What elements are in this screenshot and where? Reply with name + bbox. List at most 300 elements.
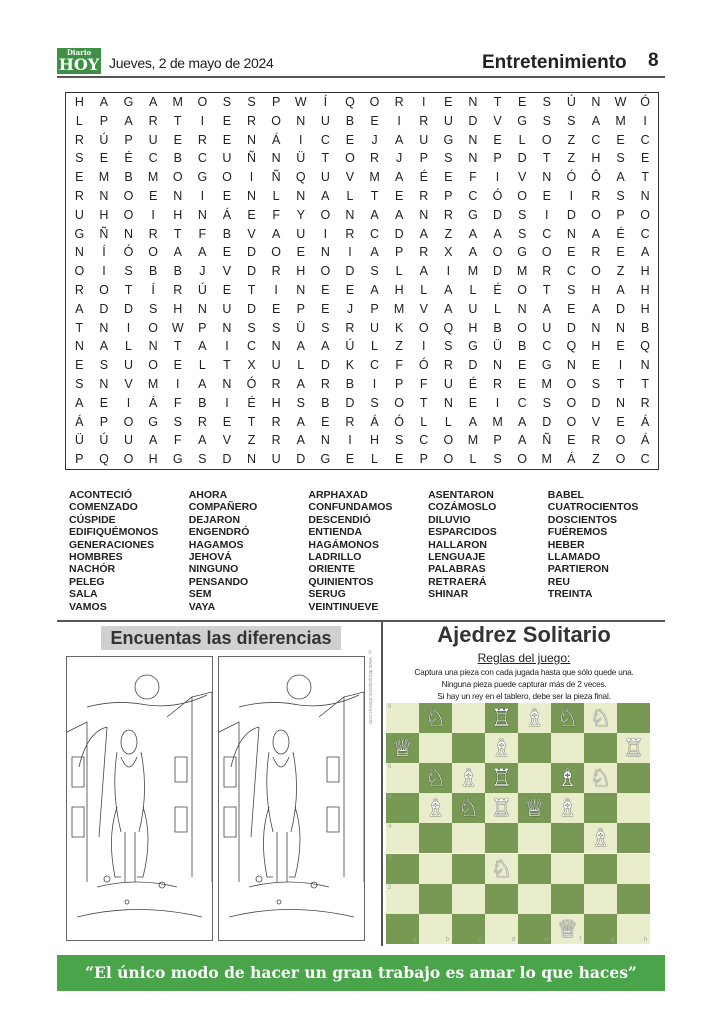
grid-letter: H — [640, 283, 650, 297]
image-credit: © www.dibujosparacolorear.com — [367, 650, 373, 724]
square-a2[interactable] — [386, 884, 419, 914]
grid-letter: Ó — [394, 414, 404, 429]
grid-letter: O — [517, 189, 527, 203]
grid-letter: N — [468, 132, 478, 147]
word-item: DEJARON — [188, 513, 241, 526]
logo-big-text: HOY — [58, 55, 100, 74]
grid-letter: T — [321, 151, 330, 166]
grid-letter: Í — [323, 95, 328, 109]
square-e6[interactable] — [518, 763, 551, 793]
square-c4[interactable] — [452, 823, 485, 853]
white-bishop-icon[interactable]: ♗ — [556, 794, 579, 823]
white-queen-icon[interactable]: ♕ — [556, 914, 579, 943]
white-bishop-icon[interactable]: ♗ — [523, 704, 546, 732]
grid-letter: N — [173, 189, 183, 203]
grid-letter: N — [99, 377, 109, 391]
grid-letter: G — [517, 113, 527, 128]
grid-letter: P — [419, 151, 428, 166]
grid-letter: W — [171, 320, 184, 335]
square-f7[interactable] — [551, 733, 584, 763]
square-e4[interactable] — [518, 823, 551, 853]
word-item: VAMOS — [69, 600, 107, 613]
grid-letter: L — [494, 301, 501, 316]
square-b7[interactable] — [419, 733, 452, 763]
grid-letter: P — [493, 433, 502, 448]
word-item: LLAMADO — [547, 551, 601, 564]
word-item: RETRAERÁ — [428, 575, 487, 588]
square-e1[interactable] — [518, 914, 551, 944]
word-item: FUÉREMOS — [547, 526, 608, 539]
grid-letter: P — [198, 320, 207, 335]
square-e5[interactable] — [518, 793, 551, 823]
grid-letter: Á — [370, 414, 379, 429]
grid-letter: Ü — [74, 433, 84, 448]
white-knight-icon[interactable]: ♘ — [490, 854, 513, 883]
white-bishop-icon[interactable]: ♗ — [589, 824, 612, 853]
grid-letter: N — [296, 189, 306, 203]
word-item: PELEG — [69, 575, 105, 588]
word-column — [189, 489, 314, 613]
grid-letter: U — [148, 132, 158, 147]
square-d3[interactable] — [485, 854, 518, 884]
file-label: f — [579, 936, 581, 943]
square-e2[interactable] — [518, 884, 551, 914]
file-label: e — [544, 936, 548, 943]
grid-letter: M — [467, 264, 479, 279]
grid-letter: O — [418, 320, 429, 335]
square-g3[interactable] — [584, 854, 617, 884]
grid-letter: O — [172, 170, 183, 185]
grid-letter: U — [443, 377, 453, 391]
grid-letter: G — [468, 207, 478, 222]
grid-letter: X — [444, 245, 453, 260]
square-c3[interactable] — [452, 854, 485, 884]
word-item: SHINAR — [428, 588, 469, 601]
grid-letter: A — [640, 245, 650, 260]
grid-letter: R — [591, 189, 601, 203]
white-knight-icon[interactable]: ♘ — [424, 704, 447, 732]
word-item: COZÁMOSLO — [428, 501, 497, 514]
word-item: ORIENTE — [308, 563, 356, 576]
square-f2[interactable] — [551, 884, 584, 914]
grid-letter: Á — [567, 452, 576, 467]
grid-letter: O — [123, 207, 134, 222]
grid-letter: H — [591, 151, 601, 166]
square-e3[interactable] — [518, 854, 551, 884]
file-label: g — [610, 936, 614, 943]
word-item: NACHÓR — [69, 563, 116, 576]
white-knight-icon[interactable]: ♘ — [589, 764, 612, 793]
grid-letter: O — [566, 414, 577, 429]
square-b4[interactable] — [419, 823, 452, 853]
grid-letter: A — [493, 226, 502, 241]
grid-letter: L — [371, 452, 378, 467]
grid-letter: A — [321, 189, 330, 203]
grid-letter: G — [74, 226, 85, 241]
square-h5[interactable] — [617, 793, 650, 823]
square-h3[interactable] — [617, 854, 650, 884]
grid-letter: A — [616, 170, 625, 185]
grid-letter: T — [542, 151, 551, 166]
grid-letter: D — [247, 264, 257, 279]
grid-letter: R — [443, 358, 453, 373]
square-d1[interactable] — [485, 914, 518, 944]
grid-letter: S — [271, 320, 281, 335]
grid-letter: I — [200, 189, 205, 203]
grid-letter: L — [125, 339, 132, 354]
grid-letter: S — [591, 377, 601, 391]
square-g5[interactable] — [584, 793, 617, 823]
grid-letter: L — [371, 339, 378, 354]
white-bishop-icon[interactable]: ♗ — [490, 734, 513, 763]
rank-label: 5 — [388, 794, 392, 801]
chess-title: Ajedrez Solitario — [437, 622, 611, 647]
grid-letter: A — [296, 433, 305, 448]
white-bishop-icon[interactable]: ♗ — [457, 764, 480, 793]
grid-letter: P — [493, 151, 502, 166]
grid-letter: O — [123, 189, 134, 203]
grid-letter: R — [394, 95, 404, 109]
grid-letter: C — [419, 433, 429, 448]
grid-letter: Á — [148, 395, 158, 410]
word-item: REU — [547, 575, 570, 588]
white-queen-icon[interactable]: ♕ — [391, 734, 414, 763]
grid-letter: I — [102, 264, 106, 279]
grid-letter: N — [493, 358, 503, 373]
grid-letter: T — [493, 95, 502, 109]
square-e7[interactable] — [518, 733, 551, 763]
grid-letter: C — [370, 358, 380, 373]
grid-letter: W — [614, 95, 627, 109]
grid-letter: G — [517, 245, 527, 260]
square-d7[interactable] — [485, 733, 518, 763]
grid-letter: T — [124, 283, 133, 297]
grid-letter: K — [345, 358, 355, 373]
grid-letter: E — [99, 395, 109, 410]
square-b6[interactable] — [419, 763, 452, 793]
grid-letter: N — [222, 377, 232, 391]
grid-letter: E — [321, 414, 330, 429]
grid-letter: E — [394, 452, 404, 467]
grid-letter: Ú — [566, 95, 576, 109]
word-item: SERUG — [308, 588, 346, 601]
word-item: HEBER — [547, 538, 585, 551]
grid-letter: S — [493, 452, 502, 467]
white-rook-icon[interactable]: ♖ — [490, 704, 513, 732]
grid-letter: I — [126, 320, 131, 335]
square-d8[interactable] — [485, 703, 518, 733]
file-label: c — [479, 936, 482, 943]
square-b3[interactable] — [419, 854, 452, 884]
square-f4[interactable] — [551, 823, 584, 853]
grid-letter: T — [75, 320, 84, 335]
word-item: VEINTINUEVE — [308, 600, 379, 613]
grid-letter: A — [419, 226, 428, 241]
grid-letter: U — [271, 358, 281, 373]
square-b8[interactable] — [419, 703, 452, 733]
grid-letter: J — [371, 132, 378, 147]
grid-letter: S — [542, 95, 551, 109]
grid-letter: Ñ — [247, 151, 257, 166]
grid-letter: N — [74, 339, 84, 354]
grid-letter: O — [517, 283, 527, 297]
grim-reaper-drawing — [219, 657, 364, 940]
grid-letter: D — [99, 301, 109, 316]
square-a8[interactable] — [386, 703, 419, 733]
grid-letter: N — [468, 151, 478, 166]
square-a5[interactable] — [386, 793, 419, 823]
grid-letter: D — [247, 301, 257, 316]
grid-letter: L — [420, 414, 428, 429]
word-item: COMPAÑERO — [188, 501, 258, 514]
square-c5[interactable] — [452, 793, 485, 823]
grid-letter: G — [197, 170, 208, 185]
grid-letter: O — [492, 245, 503, 260]
square-b2[interactable] — [419, 884, 452, 914]
square-f8[interactable] — [551, 703, 584, 733]
square-c2[interactable] — [452, 884, 485, 914]
grid-letter: S — [99, 358, 109, 373]
grid-letter: H — [591, 339, 601, 354]
grid-letter: R — [247, 113, 257, 128]
grid-letter: G — [541, 358, 552, 373]
grid-letter: H — [99, 207, 109, 222]
square-d5[interactable] — [485, 793, 518, 823]
grid-letter: Ô — [591, 170, 601, 185]
grid-letter: R — [271, 414, 281, 429]
grid-letter: Ó — [123, 245, 134, 260]
grid-letter: O — [320, 264, 331, 279]
grid-letter: C — [197, 151, 207, 166]
rule-line: Si hay un rey en el tablero, debe ser la pieza final. — [437, 691, 611, 701]
grid-letter: N — [124, 226, 134, 241]
grid-letter: H — [173, 207, 183, 222]
grid-letter: C — [591, 132, 601, 147]
issue-date: Jueves, 2 de mayo de 2024 — [109, 55, 274, 71]
white-bishop-icon[interactable]: ♗ — [424, 794, 447, 823]
grid-letter: T — [641, 170, 649, 185]
grid-letter: C — [542, 226, 552, 241]
differences-title: Encuentas las diferencias — [101, 626, 341, 650]
grid-letter: C — [370, 226, 380, 241]
grid-letter: H — [640, 301, 650, 316]
grid-letter: G — [443, 132, 454, 147]
grid-letter: E — [567, 433, 576, 448]
grid-letter: U — [222, 301, 232, 316]
square-h7[interactable] — [617, 733, 650, 763]
grid-letter: U — [320, 170, 330, 185]
square-c7[interactable] — [452, 733, 485, 763]
grid-letter: A — [296, 377, 305, 391]
square-e8[interactable] — [518, 703, 551, 733]
grid-letter: É — [616, 226, 625, 241]
word-item: ARPHAXAD — [308, 489, 368, 501]
grid-letter: O — [197, 95, 208, 109]
square-d2[interactable] — [485, 884, 518, 914]
grid-letter: E — [222, 189, 232, 203]
square-f5[interactable] — [551, 793, 584, 823]
chess-board — [386, 703, 650, 944]
grid-letter: N — [443, 395, 453, 410]
square-a4[interactable] — [386, 823, 419, 853]
grid-letter: B — [321, 395, 330, 410]
word-item: ESPARCIDOS — [428, 526, 497, 539]
grid-letter: A — [419, 264, 428, 279]
square-c8[interactable] — [452, 703, 485, 733]
grid-letter: A — [517, 414, 527, 429]
white-knight-icon[interactable]: ♘ — [556, 704, 579, 732]
grid-letter: A — [148, 95, 158, 109]
white-bishop-icon[interactable]: ♗ — [556, 764, 579, 793]
white-rook-icon[interactable]: ♖ — [490, 764, 513, 793]
grid-letter: F — [272, 207, 280, 222]
square-f3[interactable] — [551, 854, 584, 884]
white-queen-icon[interactable]: ♕ — [523, 794, 546, 823]
square-f6[interactable] — [551, 763, 584, 793]
square-c6[interactable] — [452, 763, 485, 793]
grid-letter: A — [542, 301, 551, 316]
grid-letter: E — [517, 377, 527, 391]
grid-letter: I — [225, 339, 229, 354]
square-g8[interactable] — [584, 703, 617, 733]
grid-letter: D — [124, 301, 134, 316]
grid-letter: G — [123, 95, 134, 109]
grid-letter: N — [320, 245, 330, 260]
word-item: JEHOVÁ — [188, 551, 232, 564]
grid-letter: A — [468, 226, 478, 241]
grid-letter: L — [346, 189, 354, 203]
square-b5[interactable] — [419, 793, 452, 823]
square-g1[interactable] — [584, 914, 617, 944]
grid-letter: H — [591, 283, 601, 297]
white-knight-icon[interactable]: ♘ — [457, 794, 480, 823]
grid-letter: Ú — [99, 433, 109, 448]
rank-label: 3 — [388, 854, 392, 861]
grid-letter: I — [643, 113, 647, 128]
white-knight-icon[interactable]: ♘ — [589, 704, 612, 732]
square-h8[interactable] — [617, 703, 650, 733]
white-rook-icon[interactable]: ♖ — [622, 734, 645, 763]
grid-letter: A — [616, 283, 625, 297]
grid-letter: S — [321, 320, 330, 335]
grid-letter: O — [148, 245, 158, 260]
square-a3[interactable] — [386, 854, 419, 884]
grid-letter: A — [591, 301, 601, 316]
grid-letter: V — [124, 377, 133, 391]
grid-letter: A — [75, 301, 84, 316]
grid-letter: S — [542, 113, 551, 128]
grid-letter: U — [124, 358, 134, 373]
grid-letter: A — [394, 170, 404, 185]
square-a7[interactable] — [386, 733, 419, 763]
grid-letter: V — [345, 170, 355, 185]
grid-letter: N — [566, 358, 576, 373]
white-rook-icon[interactable]: ♖ — [490, 794, 513, 823]
grid-letter: R — [419, 245, 429, 260]
grid-letter: N — [296, 283, 306, 297]
square-a1[interactable] — [386, 914, 419, 944]
grid-letter: B — [173, 264, 182, 279]
square-g6[interactable] — [584, 763, 617, 793]
grid-letter: I — [200, 113, 205, 128]
grid-letter: A — [148, 433, 158, 448]
grid-letter: P — [616, 207, 625, 222]
grid-letter: B — [124, 170, 133, 185]
grid-letter: Á — [222, 207, 232, 222]
grid-letter: S — [222, 95, 232, 109]
grid-letter: U — [222, 151, 232, 166]
word-item: SEM — [188, 588, 212, 601]
square-b1[interactable] — [419, 914, 452, 944]
grid-letter: M — [147, 377, 159, 391]
square-h1[interactable] — [617, 914, 650, 944]
grid-letter: J — [396, 151, 403, 166]
grid-letter: D — [468, 113, 478, 128]
grid-letter: T — [223, 358, 231, 373]
rank-label: 4 — [388, 824, 392, 831]
grid-letter: F — [173, 395, 182, 410]
file-label: d — [511, 936, 515, 943]
white-knight-icon[interactable]: ♘ — [424, 764, 447, 793]
square-d6[interactable] — [485, 763, 518, 793]
grid-letter: O — [123, 414, 134, 429]
word-item: COMENZADO — [69, 501, 138, 514]
square-g7[interactable] — [584, 733, 617, 763]
square-f1[interactable] — [551, 914, 584, 944]
word-item: BABEL — [547, 489, 584, 501]
square-a6[interactable] — [386, 763, 419, 793]
grid-letter: L — [469, 452, 477, 467]
grid-letter: T — [173, 339, 182, 354]
grid-letter: H — [148, 452, 158, 467]
grid-letter: O — [320, 207, 331, 222]
word-item: HOMBRES — [69, 551, 123, 564]
grid-letter: I — [298, 132, 303, 147]
square-h2[interactable] — [617, 884, 650, 914]
square-g2[interactable] — [584, 884, 617, 914]
grid-letter: Á — [640, 433, 650, 448]
grid-letter: R — [419, 189, 429, 203]
grid-letter: I — [126, 395, 131, 410]
grid-letter: R — [542, 264, 552, 279]
square-h4[interactable] — [617, 823, 650, 853]
grid-letter: S — [616, 189, 625, 203]
differences-image-right — [218, 656, 365, 941]
square-g4[interactable] — [584, 823, 617, 853]
square-h6[interactable] — [617, 763, 650, 793]
grid-letter: H — [74, 95, 84, 109]
grid-letter: P — [124, 132, 133, 147]
grid-letter: A — [296, 339, 305, 354]
grid-letter: A — [370, 245, 379, 260]
grid-letter: P — [99, 113, 109, 128]
square-c1[interactable] — [452, 914, 485, 944]
grid-letter: S — [296, 395, 305, 410]
grid-letter: V — [419, 301, 428, 316]
word-item: ENGENDRÓ — [188, 526, 250, 539]
grid-letter: I — [495, 170, 500, 185]
word-item: EDIFIQUÉMONOS — [69, 526, 159, 539]
square-d4[interactable] — [485, 823, 518, 853]
grid-letter: A — [75, 395, 84, 410]
grid-letter: S — [198, 452, 207, 467]
grid-letter: I — [175, 377, 180, 391]
grid-letter: E — [296, 245, 305, 260]
grid-letter: E — [345, 283, 355, 297]
grid-letter: T — [173, 226, 182, 241]
grid-letter: Q — [99, 452, 109, 467]
word-item: PALABRAS — [428, 563, 486, 576]
